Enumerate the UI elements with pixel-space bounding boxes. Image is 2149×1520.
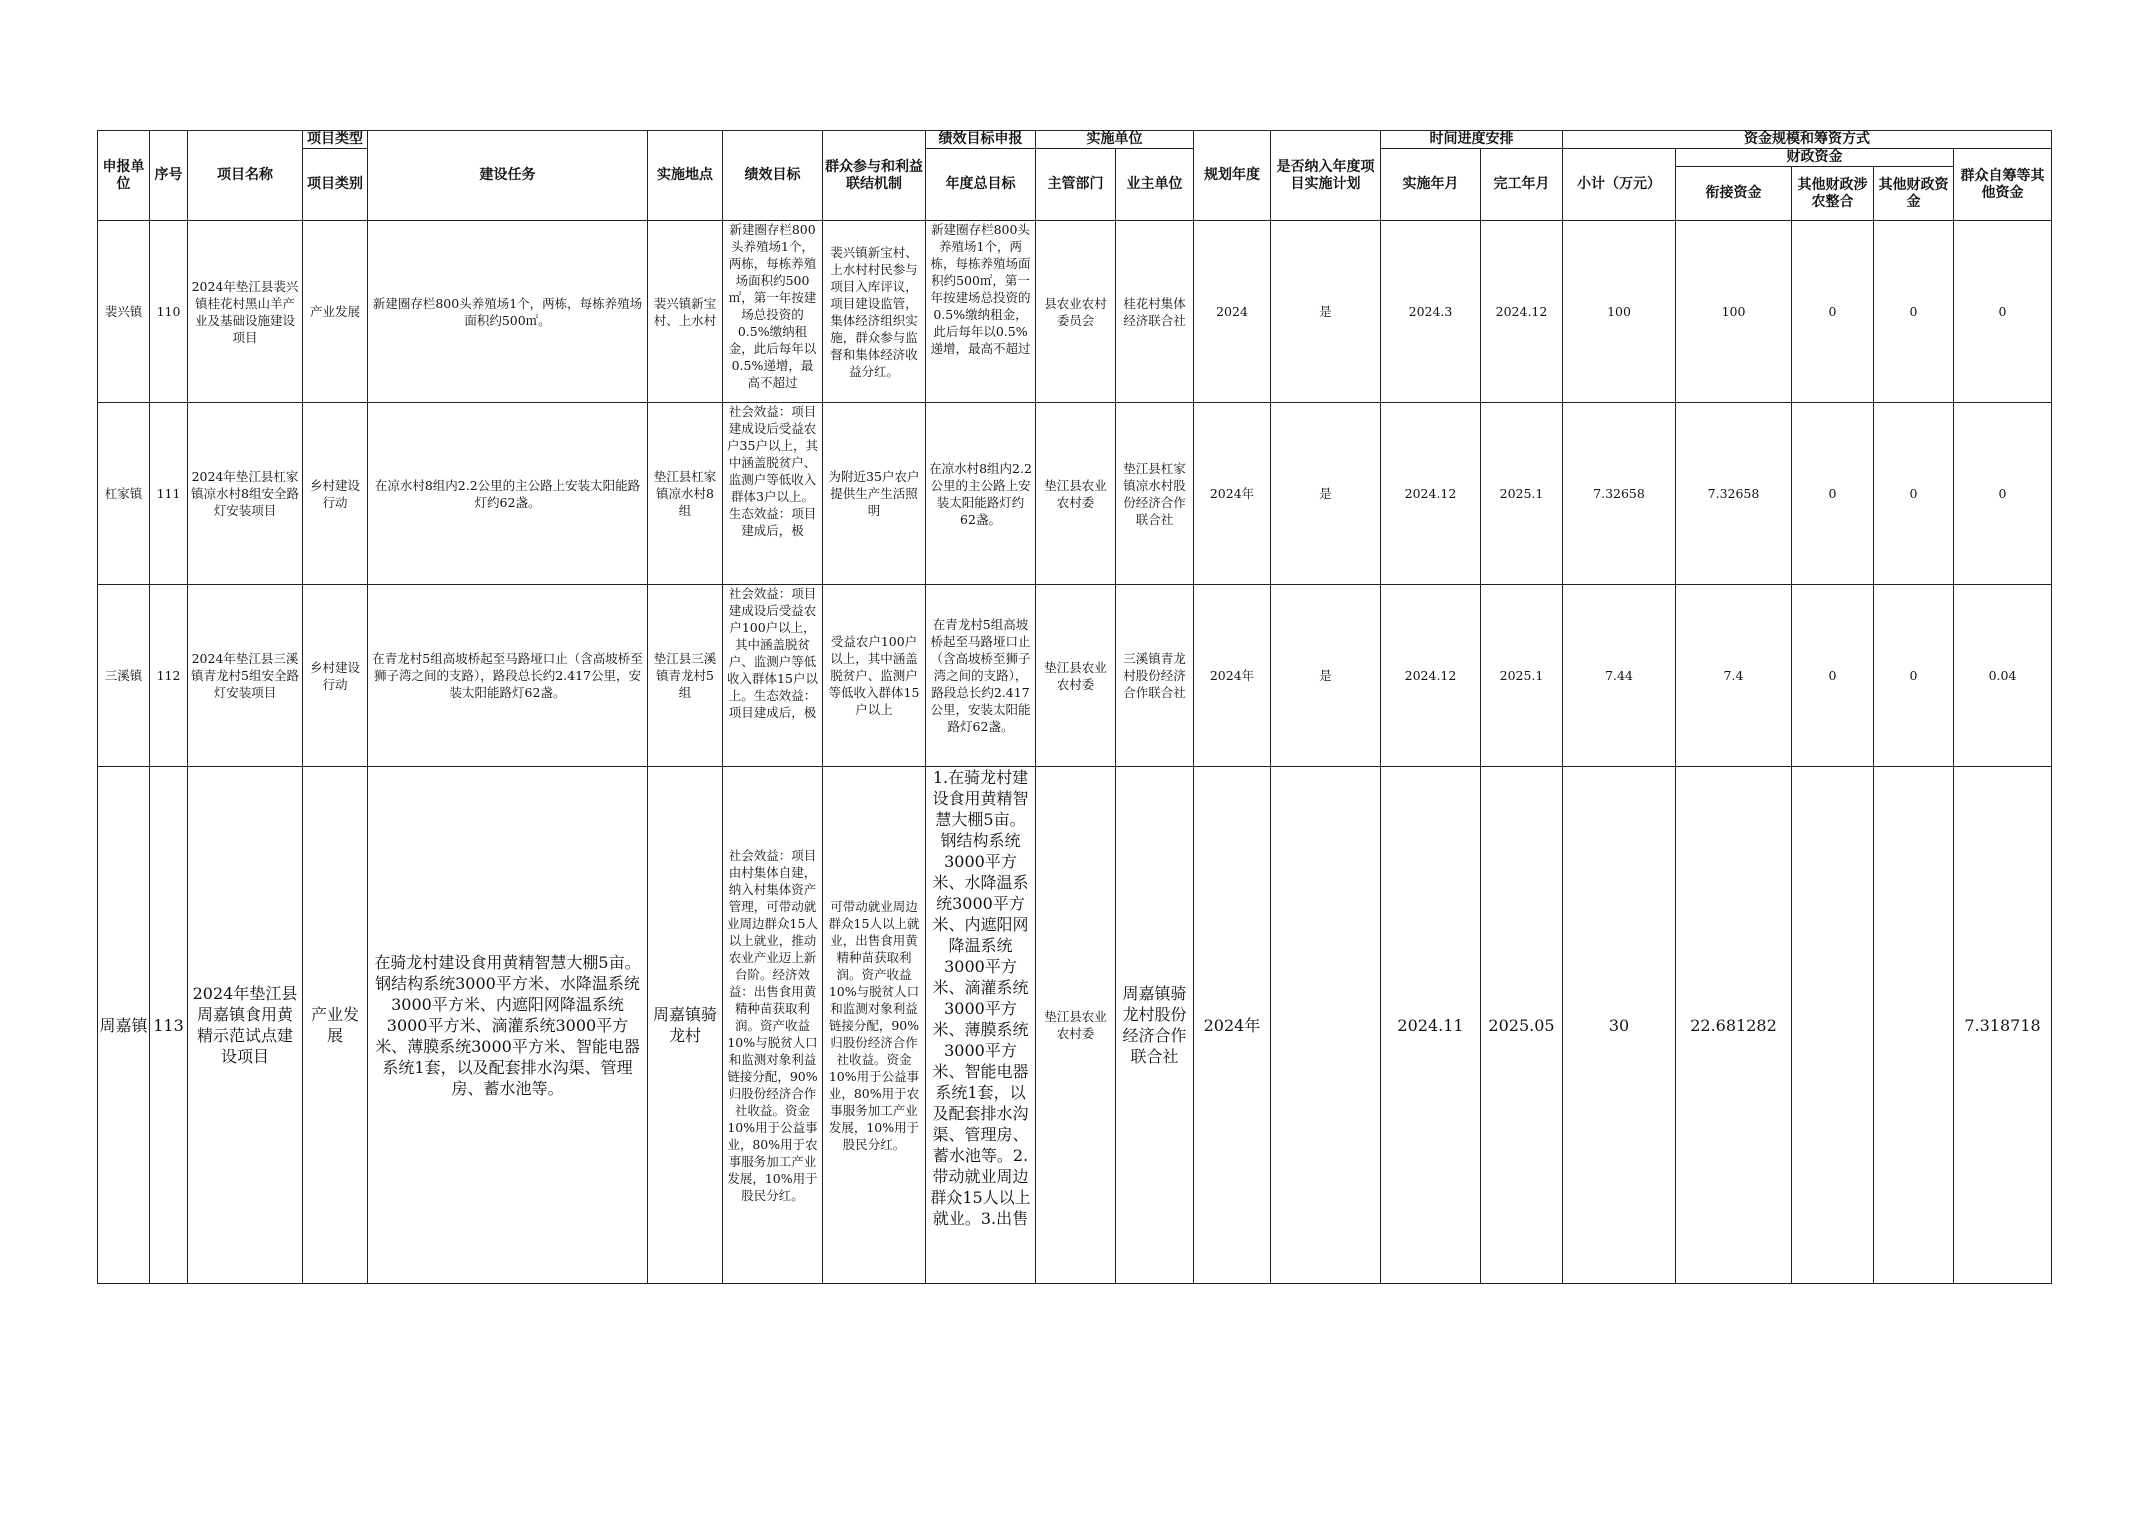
cell-end: 2025.05 [1481,767,1563,1284]
header-fiscal-group: 财政资金 [1676,149,1954,167]
cell-unit: 杠家镇 [98,403,150,585]
cell-in-plan [1271,767,1381,1284]
cell-unit: 周嘉镇 [98,767,150,1284]
header-plan-year: 规划年度 [1194,131,1271,221]
cell-owner: 桂花村集体经济联合社 [1123,295,1186,328]
cell-goal: 新建圈存栏800头养殖场1个，两栋，每栋养殖场面积约500㎡，第一年按建场总投资的0.5%缴纳租金，此后每年以0.5%递增，最高不超过 [728,222,817,390]
header-impl-group: 实施单位 [1036,131,1194,149]
cell-subtotal: 7.32658 [1563,403,1676,585]
header-subtotal: 小计（万元） [1563,149,1676,221]
cell-subtotal: 7.44 [1563,585,1676,767]
header-task: 建设任务 [368,131,648,221]
cell-name: 2024年垫江县裴兴镇桂花村黑山羊产业及基础设施建设项目 [191,278,299,345]
cell-type: 乡村建设行动 [309,477,360,510]
cell-type: 产业发展 [310,1005,359,1045]
cell-name: 2024年垫江县周嘉镇食用黄精示范试点建设项目 [192,984,298,1066]
cell-self: 0.04 [1954,585,2052,767]
cell-agri [1792,767,1874,1284]
cell-in-plan: 是 [1271,221,1381,403]
cell-plan-year: 2024年 [1194,585,1271,767]
header-schedule-group: 时间进度安排 [1381,131,1563,149]
cell-seq: 112 [150,585,188,767]
cell-end: 2025.1 [1481,403,1563,585]
cell-owner: 垫江县杠家镇凉水村股份经济合作联合社 [1123,460,1186,527]
cell-start: 2024.12 [1381,585,1481,767]
cell-goal: 社会效益：项目由村集体自建，纳入村集体资产管理，可带动就业周边群众15人以上就业，推动农业产业迈上新台阶。经济效益：出售食用黄精种苗获取利润。资产收益10%与脱贫人口和监测对象利益链接分配，90%归股份经济合作社收益。资金10%用于公益事业，80%用于农事服务加工产业发展，10%用于股民分红。 [727,847,818,1203]
header-type: 项目类别 [303,149,368,221]
cell-goal-report: 1.在骑龙村建设食用黄精智慧大棚5亩。钢结构系统3000平方米、水降温系统3000平方米、内遮阳网降温系统3000平方米、滴灌系统3000平方米、薄膜系统3000平方米、智能电器系统1套，以及配套排水沟渠、管理房、蓄水池等。2.带动就业周边群众15人以上就业。3.出售 [930,768,1031,1228]
cell-type: 乡村建设行动 [309,659,360,692]
cell-type: 产业发展 [309,304,360,319]
cell-in-plan: 是 [1271,585,1381,767]
cell-start: 2024.3 [1381,221,1481,403]
cell-linked: 7.32658 [1676,403,1792,585]
cell-name: 2024年垫江县杠家镇凉水村8组安全路灯安装项目 [191,469,299,518]
cell-dept: 垫江县农业农村委 [1044,1009,1107,1041]
table-row [98,767,2052,1284]
header-goal: 绩效目标 [723,131,823,221]
header-start: 实施年月 [1381,149,1481,221]
cell-location: 周嘉镇骑龙村 [652,1005,717,1045]
cell-location: 裴兴镇新宝村、上水村 [653,295,717,328]
cell-mechanism: 受益农户100户以上，其中涵盖脱贫户、监测户等低收入群体15户以上 [828,634,920,717]
header-owner: 业主单位 [1116,149,1194,221]
cell-end: 2024.12 [1481,221,1563,403]
cell-self: 0 [1954,221,2052,403]
header-seq: 序号 [150,131,188,221]
cell-unit: 三溪镇 [98,585,150,767]
header-linked: 衔接资金 [1676,167,1792,221]
cell-unit: 裴兴镇 [98,221,150,403]
cell-dept: 垫江县农业农村委 [1044,477,1107,510]
cell-mechanism: 可带动就业周边群众15人以上就业，出售食用黄精种苗获取利润。资产收益10%与脱贫人口和监测对象利益链接分配，90%归股份经济合作社收益。资金10%用于公益事业，80%用于农事服务加工产业发展，10%用于股民分红。 [828,898,920,1152]
cell-owner: 三溪镇青龙村股份经济合作联合社 [1123,651,1186,700]
cell-goal: 社会效益：项目建成设后受益农户35户以上，其中涵盖脱贫户、监测户等低收入群体3户以上。生态效益：项目建成后，极 [727,404,818,538]
header-self: 群众自筹等其他资金 [1954,149,2052,221]
table-row [98,221,2052,403]
header-dept: 主管部门 [1036,149,1116,221]
cell-end: 2025.1 [1481,585,1563,767]
header-other-fiscal: 其他财政资金 [1874,167,1954,221]
cell-location: 垫江县杠家镇凉水村8组 [653,469,717,518]
cell-start: 2024.12 [1381,403,1481,585]
cell-agri: 0 [1792,403,1874,585]
cell-self: 7.318718 [1954,767,2052,1284]
cell-name: 2024年垫江县三溪镇青龙村5组安全路灯安装项目 [191,651,299,700]
cell-other-fiscal: 0 [1874,403,1954,585]
cell-goal-report: 新建圈存栏800头养殖场1个，两栋，每栋养殖场面积约500㎡，第一年按建场总投资的0.5%缴纳租金，此后每年以0.5%递增，最高不超过 [930,222,1031,356]
cell-dept: 县农业农村委员会 [1044,295,1107,328]
cell-seq: 111 [150,403,188,585]
cell-dept: 垫江县农业农村委 [1044,659,1107,692]
header-goal-report: 年度总目标 [926,149,1036,221]
header-in-plan: 是否纳入年度项目实施计划 [1271,131,1381,221]
cell-goal-report: 在青龙村5组高坡桥起至马路垭口止（含高坡桥至狮子湾之间的支路），路段总长约2.417公里，安装太阳能路灯62盏。 [930,617,1031,734]
cell-task: 在青龙村5组高坡桥起至马路垭口止（含高坡桥至狮子湾之间的支路），路段总长约2.417公里，安装太阳能路灯62盏。 [372,651,643,700]
cell-seq: 110 [150,221,188,403]
cell-mechanism: 为附近35户农户提供生产生活照明 [828,469,920,518]
cell-plan-year: 2024 [1194,221,1271,403]
cell-subtotal: 30 [1563,767,1676,1284]
cell-linked: 100 [1676,221,1792,403]
table-row [98,403,2052,585]
cell-agri: 0 [1792,221,1874,403]
cell-start: 2024.11 [1381,767,1481,1284]
header-goal-report-group: 绩效目标申报 [926,131,1036,149]
cell-task: 在凉水村8组内2.2公里的主公路上安装太阳能路灯约62盏。 [374,477,641,510]
cell-other-fiscal [1874,767,1954,1284]
cell-location: 垫江县三溪镇青龙村5组 [653,651,717,700]
header-name: 项目名称 [188,131,303,221]
cell-task: 在骑龙村建设食用黄精智慧大棚5亩。钢结构系统3000平方米、水降温系统3000平方米、内遮阳网降温系统3000平方米、滴灌系统3000平方米、薄膜系统3000平方米、智能电器系统1套，以及配套排水沟渠、管理房、蓄水池等。 [374,952,641,1098]
header-mechanism: 群众参与和利益联结机制 [823,131,926,221]
cell-self: 0 [1954,403,2052,585]
cell-plan-year: 2024年 [1194,403,1271,585]
cell-linked: 7.4 [1676,585,1792,767]
cell-plan-year: 2024年 [1194,767,1271,1284]
cell-subtotal: 100 [1563,221,1676,403]
table-row [98,585,2052,767]
cell-agri: 0 [1792,585,1874,767]
cell-owner: 周嘉镇骑龙村股份经济合作联合社 [1122,984,1187,1066]
cell-other-fiscal: 0 [1874,221,1954,403]
header-type-group: 项目类型 [303,131,368,149]
header-end: 完工年月 [1481,149,1563,221]
project-table [97,130,2052,1284]
cell-task: 新建圈存栏800头养殖场1个，两栋，每栋养殖场面积约500㎡。 [372,295,643,328]
cell-mechanism: 裴兴镇新宝村、上水村村民参与项目入库评议，项目建设监管，集体经济组织实施，群众参与监督和集体经济收益分红。 [830,244,918,379]
header-unit: 申报单位 [98,131,150,221]
cell-seq: 113 [150,767,188,1284]
header-location: 实施地点 [648,131,723,221]
cell-goal: 社会效益：项目建成设后受益农户100户以上，其中涵盖脱贫户、监测户等低收入群体15户以上。生态效益：项目建成后，极 [727,586,818,720]
cell-in-plan: 是 [1271,403,1381,585]
cell-linked: 22.681282 [1676,767,1792,1284]
header-funds-group: 资金规模和筹资方式 [1563,131,2052,149]
header-agri: 其他财政涉农整合 [1792,167,1874,221]
cell-goal-report: 在凉水村8组内2.2公里的主公路上安装太阳能路灯约62盏。 [929,460,1032,527]
cell-other-fiscal: 0 [1874,585,1954,767]
